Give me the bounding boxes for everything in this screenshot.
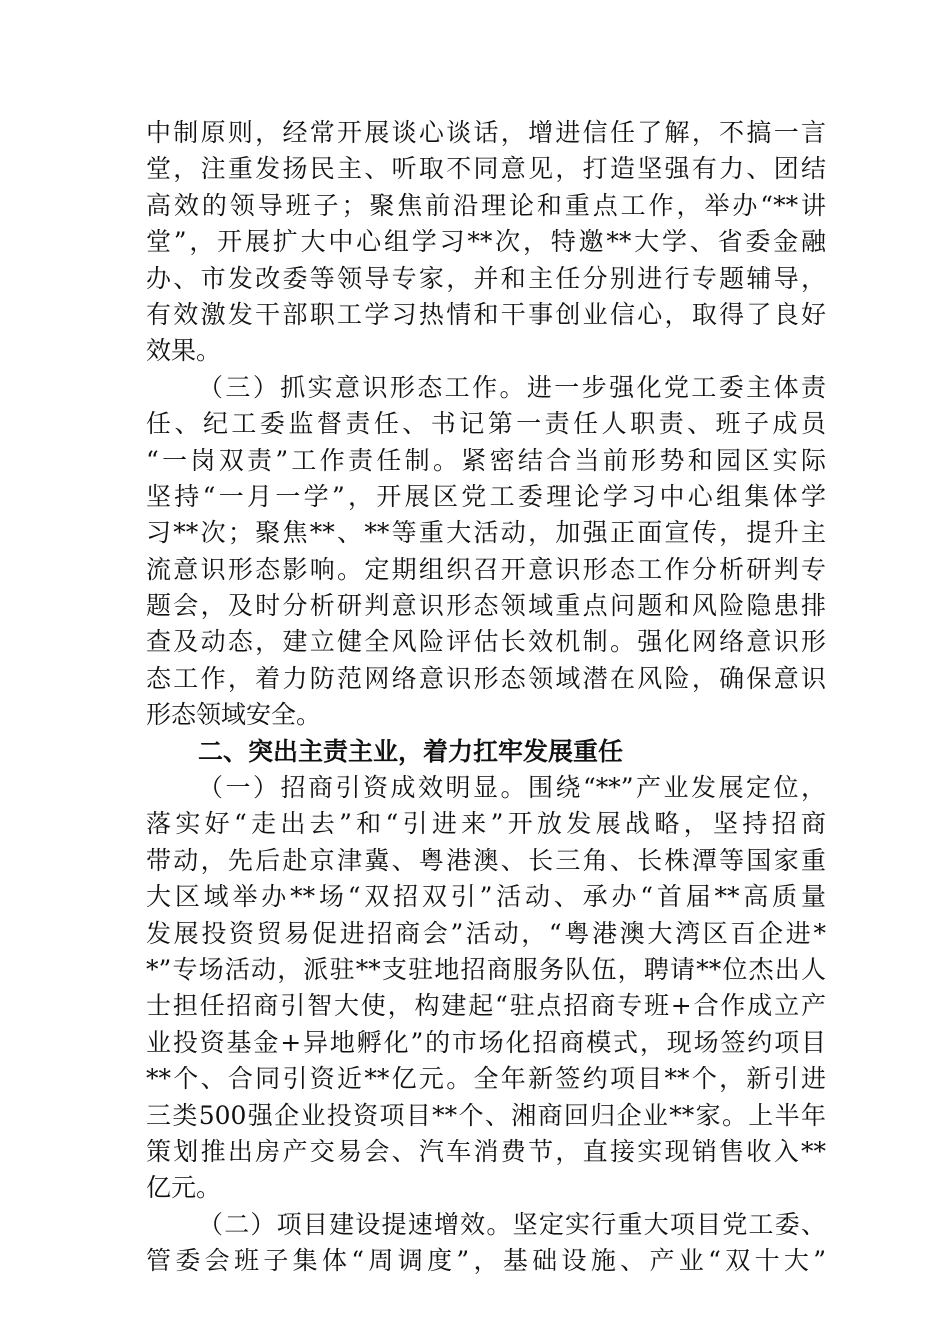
body-line: “一岗双责”工作责任制。紧密结合当前形势和园区实际 <box>146 445 826 475</box>
subsection-2-opening-line: （二）项目建设提速增效。坚定实行重大项目党工委、 <box>198 1209 826 1239</box>
body-line: 高效的领导班子；聚焦前沿理论和重点工作，举办“**讲 <box>146 190 826 220</box>
body-line: *”专场活动，派驻**支驻地招商服务队伍，聘请**位杰出人 <box>146 954 826 984</box>
body-line: 三类500强企业投资项目**个、湘商回归企业**家。上半年 <box>146 1100 826 1130</box>
body-line: 形态领域安全。 <box>146 700 322 730</box>
body-line: 堂，注重发扬民主、听取不同意见，打造坚强有力、团结 <box>146 154 826 184</box>
body-line: 发展投资贸易促进招商会”活动，“粤港澳大湾区百企进* <box>146 918 826 948</box>
body-line: 堂”，开展扩大中心组学习**次，特邀**大学、省委金融 <box>146 227 826 257</box>
body-line: 业投资基金+异地孵化”的市场化招商模式，现场签约项目 <box>146 1027 826 1057</box>
body-line: 落实好“走出去”和“引进来”开放发展战略，坚持招商 <box>146 809 826 839</box>
subsection-1-opening-line: （一）招商引资成效明显。围绕“**”产业发展定位， <box>198 773 826 803</box>
body-line: 查及动态，建立健全风险评估长效机制。强化网络意识形 <box>146 627 826 657</box>
body-line: 习**次；聚焦**、**等重大活动，加强正面宣传，提升主 <box>146 518 826 548</box>
body-line: 有效激发干部职工学习热情和干事创业信心，取得了良好 <box>146 299 826 329</box>
body-line: 策划推出房产交易会、汽车消费节，直接实现销售收入** <box>146 1136 826 1166</box>
body-line: 亿元。 <box>146 1173 222 1203</box>
document-body <box>146 115 826 1280</box>
body-line: 流意识形态影响。定期组织召开意识形态工作分析研判专 <box>146 554 826 584</box>
body-line: 效果。 <box>146 336 222 366</box>
section-heading: 二、突出主责主业，着力扛牢发展重任 <box>198 736 624 766</box>
body-line: 中制原则，经常开展谈心谈话，增进信任了解，不搞一言 <box>146 118 826 147</box>
body-line: 大区域举办**场“双招双引”活动、承办“首届**高质量 <box>146 882 826 912</box>
section-3-opening-line: （三）抓实意识形态工作。进一步强化党工委主体责 <box>198 372 826 402</box>
body-line: 态工作，着力防范网络意识形态领域潜在风险，确保意识 <box>146 663 826 693</box>
body-line: **个、合同引资近**亿元。全年新签约项目**个，新引进 <box>146 1064 826 1094</box>
body-line: 坚持“一月一学”，开展区党工委理论学习中心组集体学 <box>146 481 826 511</box>
body-line: 士担任招商引智大使，构建起“驻点招商专班+合作成立产 <box>146 991 826 1021</box>
body-line: 任、纪工委监督责任、书记第一责任人职责、班子成员 <box>146 409 826 439</box>
body-line: 管委会班子集体“周调度”，基础设施、产业“双十大” <box>146 1246 826 1276</box>
body-line: 办、市发改委等领导专家，并和主任分别进行专题辅导， <box>146 263 826 293</box>
body-line: 带动，先后赴京津冀、粤港澳、长三角、长株潭等国家重 <box>146 845 826 875</box>
body-line: 题会，及时分析研判意识形态领域重点问题和风险隐患排 <box>146 591 826 621</box>
